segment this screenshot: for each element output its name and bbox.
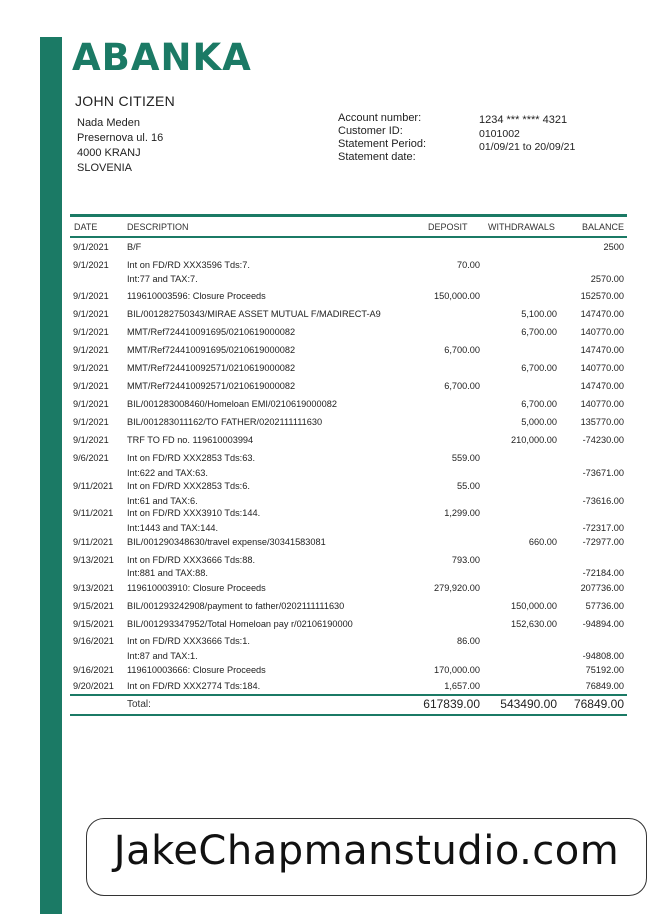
- row-description: 119610003596: Closure Proceeds: [127, 291, 266, 301]
- row-withdrawal: 6,700.00: [521, 327, 557, 337]
- account-info-values: [479, 114, 575, 155]
- row-description: BIL/001283008460/Homeloan EMI/0210619000082: [127, 399, 337, 409]
- header-deposit: DEPOSIT: [428, 222, 468, 232]
- row-description: MMT/Ref724410092571/0210619000082: [127, 381, 296, 391]
- row-date: 9/1/2021: [73, 417, 109, 427]
- row-description: Int:1443 and TAX:144.: [127, 523, 219, 533]
- address-line: Nada Meden: [77, 117, 140, 129]
- total-withdrawals: 543490.00: [500, 697, 557, 711]
- row-date: 9/1/2021: [73, 327, 109, 337]
- row-deposit: 86.00: [457, 636, 480, 646]
- row-deposit: 6,700.00: [444, 345, 480, 355]
- header-date: DATE: [74, 222, 98, 232]
- row-description: Int on FD/RD XXX2853 Tds:6.: [127, 481, 250, 491]
- brand-sidebar-bar: [40, 37, 62, 914]
- total-deposit: 617839.00: [423, 697, 480, 711]
- row-description: MMT/Ref724410091695/0210619000082: [127, 345, 296, 355]
- row-balance: 75192.00: [585, 665, 624, 675]
- address-line: Presernova ul. 16: [77, 132, 164, 144]
- total-row: [70, 697, 627, 713]
- row-balance: 147470.00: [580, 381, 624, 391]
- row-date: 9/16/2021: [73, 636, 114, 646]
- row-balance: -94894.00: [582, 619, 624, 629]
- row-description: Int:61 and TAX:6.: [127, 496, 198, 506]
- row-description: Int on FD/RD XXX3666 Tds:1.: [127, 636, 250, 646]
- address-line: 4000 KRANJ: [77, 147, 141, 159]
- row-date: 9/1/2021: [73, 435, 109, 445]
- row-deposit: 6,700.00: [444, 381, 480, 391]
- total-label: Total:: [127, 699, 151, 710]
- row-balance: 135770.00: [580, 417, 624, 427]
- row-balance: 140770.00: [580, 399, 624, 409]
- row-balance: -72977.00: [582, 537, 624, 547]
- header-withdrawals: WITHDRAWALS: [488, 222, 555, 232]
- row-withdrawal: 150,000.00: [511, 601, 557, 611]
- customer-id-value: 0101002: [479, 127, 520, 140]
- row-balance: 140770.00: [580, 363, 624, 373]
- row-description: Int on FD/RD XXX3666 Tds:88.: [127, 555, 256, 565]
- row-date: 9/11/2021: [73, 508, 114, 518]
- row-date: 9/1/2021: [73, 399, 109, 409]
- row-balance: -74230.00: [582, 435, 624, 445]
- row-description: MMT/Ref724410091695/0210619000082: [127, 327, 296, 337]
- header-balance: BALANCE: [582, 222, 625, 232]
- row-withdrawal: 5,000.00: [521, 417, 557, 427]
- row-balance: -94808.00: [582, 651, 624, 661]
- row-withdrawal: 6,700.00: [521, 363, 557, 373]
- row-balance: 147470.00: [580, 345, 624, 355]
- row-description: B/F: [127, 242, 142, 252]
- watermark-banner: [86, 818, 647, 896]
- row-description: Int on FD/RD XXX2853 Tds:63.: [127, 453, 256, 463]
- row-description: BIL/001282750343/MIRAE ASSET MUTUAL F/MADIRECT-A9: [127, 309, 381, 319]
- row-withdrawal: 5,100.00: [521, 309, 557, 319]
- row-balance: -73671.00: [582, 468, 624, 478]
- row-date: 9/15/2021: [73, 619, 114, 629]
- watermark-text: JakeChapmanstudio.com: [113, 828, 620, 874]
- account-info-labels: [338, 112, 426, 164]
- total-bottom-rule: [70, 714, 627, 716]
- address-line: SLOVENIA: [77, 162, 133, 174]
- row-deposit: 793.00: [451, 555, 480, 565]
- row-deposit: 150,000.00: [434, 291, 480, 301]
- row-balance: 207736.00: [580, 583, 624, 593]
- bank-logo: ABANKA: [72, 36, 252, 79]
- table-header-rule: [70, 236, 627, 238]
- row-deposit: 279,920.00: [434, 583, 480, 593]
- statement-date-label: Statement date:: [338, 151, 416, 163]
- row-date: 9/16/2021: [73, 665, 114, 675]
- row-description: Int:622 and TAX:63.: [127, 468, 208, 478]
- row-description: Int on FD/RD XXX3596 Tds:7.: [127, 260, 250, 270]
- row-description: 119610003666: Closure Proceeds: [127, 665, 266, 675]
- total-balance: 76849.00: [573, 697, 624, 711]
- row-description: TRF TO FD no. 119610003994: [127, 435, 254, 445]
- row-withdrawal: 152,630.00: [511, 619, 557, 629]
- statement-period-label: Statement Period:: [338, 138, 427, 150]
- row-date: 9/11/2021: [73, 537, 114, 547]
- row-date: 9/11/2021: [73, 481, 114, 491]
- row-deposit: 1,299.00: [444, 508, 480, 518]
- row-balance: 140770.00: [580, 327, 624, 337]
- row-date: 9/13/2021: [73, 555, 114, 565]
- row-deposit: 1,657.00: [444, 681, 480, 691]
- row-deposit: 55.00: [457, 481, 480, 491]
- row-deposit: 70.00: [457, 260, 480, 270]
- header-description: DESCRIPTION: [127, 222, 189, 232]
- row-date: 9/1/2021: [73, 381, 109, 391]
- row-description: BIL/001290348630/travel expense/30341583081: [127, 537, 326, 547]
- row-description: 119610003910: Closure Proceeds: [127, 583, 266, 593]
- row-date: 9/1/2021: [73, 260, 109, 270]
- row-balance: -72317.00: [582, 523, 624, 533]
- mailing-address: [77, 116, 163, 176]
- row-description: BIL/001293242908/payment to father/0202111111630: [127, 601, 345, 611]
- row-date: 9/1/2021: [73, 242, 109, 252]
- row-date: 9/1/2021: [73, 363, 109, 373]
- row-date: 9/1/2021: [73, 291, 109, 301]
- row-date: 9/1/2021: [73, 345, 109, 355]
- row-withdrawal: 6,700.00: [521, 399, 557, 409]
- row-date: 9/20/2021: [73, 681, 114, 691]
- row-withdrawal: 210,000.00: [511, 435, 557, 445]
- row-date: 9/1/2021: [73, 309, 109, 319]
- row-deposit: 170,000.00: [434, 665, 480, 675]
- row-description: BIL/001283011162/TO FATHER/0202111111630: [127, 417, 323, 427]
- row-balance: -72184.00: [582, 568, 624, 578]
- row-balance: -73616.00: [582, 496, 624, 506]
- row-description: Int:77 and TAX:7.: [127, 274, 198, 284]
- row-description: MMT/Ref724410092571/0210619000082: [127, 363, 296, 373]
- row-description: Int:87 and TAX:1.: [127, 651, 198, 661]
- row-description: Int on FD/RD XXX3910 Tds:144.: [127, 508, 261, 518]
- row-deposit: 559.00: [451, 453, 480, 463]
- row-balance: 57736.00: [585, 601, 624, 611]
- row-withdrawal: 660.00: [528, 537, 557, 547]
- total-top-rule: [70, 694, 627, 696]
- row-balance: 76849.00: [585, 681, 624, 691]
- table-top-rule: [70, 214, 627, 217]
- statement-period-value: 01/09/21 to 20/09/21: [479, 141, 576, 153]
- account-number-label: Account number:: [338, 112, 422, 124]
- row-description: Int on FD/RD XXX2774 Tds:184.: [127, 681, 261, 691]
- row-date: 9/6/2021: [73, 453, 109, 463]
- row-description: Int:881 and TAX:88.: [127, 568, 208, 578]
- account-number-value: 1234 *** **** 4321: [479, 114, 568, 126]
- row-balance: 2570.00: [590, 274, 624, 284]
- row-description: BIL/001293347952/Total Homeloan pay r/02106190000: [127, 619, 353, 629]
- row-date: 9/13/2021: [73, 583, 114, 593]
- account-holder-name: JOHN CITIZEN: [75, 93, 176, 109]
- row-balance: 152570.00: [580, 291, 624, 301]
- row-balance: 147470.00: [580, 309, 624, 319]
- row-date: 9/15/2021: [73, 601, 114, 611]
- row-balance: 2500: [603, 242, 624, 252]
- customer-id-label: Customer ID:: [338, 125, 403, 137]
